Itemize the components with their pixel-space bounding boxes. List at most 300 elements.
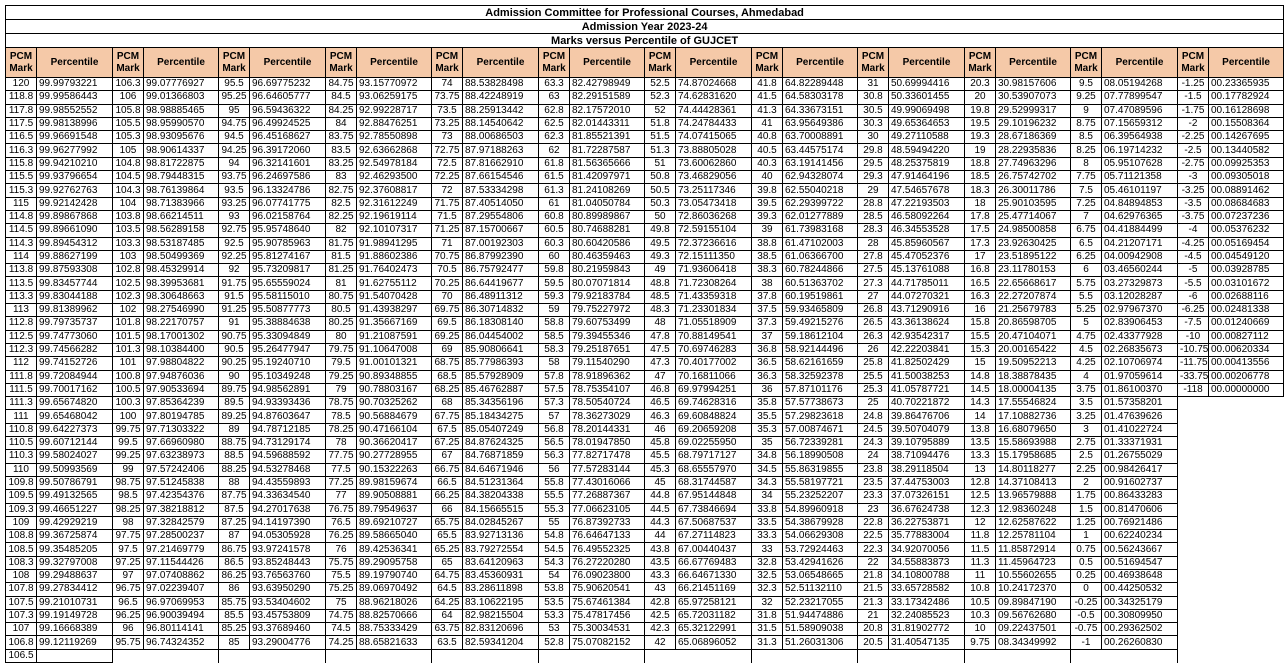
pcm-mark-cell: 40 [752, 171, 783, 184]
percentile-cell: 00.09305018 [1209, 171, 1284, 184]
pcm-mark-cell: 21.3 [858, 596, 889, 609]
pcm-mark-cell: 8.5 [1071, 131, 1102, 144]
pcm-mark-cell: 27.5 [858, 264, 889, 277]
percentile-cell: 00.03101672 [1209, 277, 1284, 290]
empty-cell [645, 649, 752, 662]
empty-cell [539, 649, 645, 662]
percentile-cell: 02.97967370 [1102, 304, 1178, 317]
percentile-cell: 87.15700667 [463, 224, 539, 237]
percentile-cell: 96.90039494 [144, 609, 219, 622]
percentile-cell: 57.57738673 [783, 397, 858, 410]
pcm-mark-cell: 57.8 [539, 370, 570, 383]
header-pcm-mark: PCM Mark [539, 48, 570, 78]
percentile-cell: 91.88602386 [357, 250, 432, 263]
percentile-cell: 60.51363702 [783, 277, 858, 290]
pcm-mark-cell: -11.75 [1178, 357, 1209, 370]
pcm-mark-cell: 41 [752, 117, 783, 130]
table-row [6, 357, 1284, 370]
percentile-cell: 73.88805028 [676, 144, 752, 157]
percentile-cell: 87.97188263 [463, 144, 539, 157]
pcm-mark-cell: 21 [858, 609, 889, 622]
pcm-mark-cell: 11 [965, 569, 996, 582]
percentile-cell: 87.53334298 [463, 184, 539, 197]
pcm-mark-cell: 7.75 [1071, 171, 1102, 184]
percentile-cell: 20.86598705 [996, 317, 1071, 330]
table-row [6, 636, 1284, 649]
pcm-mark-cell: 2.5 [1071, 450, 1102, 463]
pcm-mark-cell: 1 [1071, 530, 1102, 543]
pcm-mark-cell: 17.8 [965, 210, 996, 223]
percentile-cell: 81.04050784 [570, 197, 645, 210]
percentile-cell: 17.55546824 [996, 397, 1071, 410]
percentile-cell: 99.21010731 [37, 596, 113, 609]
percentile-cell: 98.50499369 [144, 250, 219, 263]
empty-cell [1178, 556, 1284, 569]
percentile-cell: 93.85248443 [250, 556, 326, 569]
pcm-mark-cell: 65.25 [432, 543, 463, 556]
pcm-mark-cell: 37.3 [752, 317, 783, 330]
percentile-cell: 20.47104071 [996, 330, 1071, 343]
percentile-cell: 95.73209817 [250, 264, 326, 277]
percentile-cell: 88.42248919 [463, 91, 539, 104]
percentile-cell: 59.93465809 [783, 304, 858, 317]
pcm-mark-cell: -5 [1178, 264, 1209, 277]
pcm-mark-cell: 1.25 [1071, 516, 1102, 529]
percentile-cell: 92.88476251 [357, 117, 432, 130]
percentile-cell: 92.54978184 [357, 157, 432, 170]
percentile-cell: 52.51132110 [783, 583, 858, 596]
table-row [6, 144, 1284, 157]
percentile-cell: 00.86433283 [1102, 490, 1178, 503]
percentile-cell [37, 649, 113, 662]
percentile-cell: 95.33094849 [250, 330, 326, 343]
pcm-mark-cell: 23 [858, 503, 889, 516]
percentile-cell: 96.49924525 [250, 117, 326, 130]
percentile-cell: 98.45329914 [144, 264, 219, 277]
percentile-cell: 93.45753809 [250, 609, 326, 622]
percentile-cell: 64.58303178 [783, 91, 858, 104]
percentile-cell: 75.67461384 [570, 596, 645, 609]
pcm-mark-cell: 117.8 [6, 104, 37, 117]
empty-cell [1178, 503, 1284, 516]
pcm-mark-cell: 0.25 [1071, 569, 1102, 582]
percentile-cell: 00.00413556 [1209, 357, 1284, 370]
percentile-cell: 97.11544426 [144, 556, 219, 569]
header-pcm-mark: PCM Mark [6, 48, 37, 78]
percentile-cell: 82.98215504 [463, 609, 539, 622]
percentile-cell: 00.00000000 [1209, 383, 1284, 396]
header-pcm-mark: PCM Mark [432, 48, 463, 78]
percentile-cell: 99.50786791 [37, 476, 113, 489]
pcm-mark-cell: 108 [6, 569, 37, 582]
percentile-cell: 47.91464196 [889, 171, 965, 184]
percentile-cell: 00.02481338 [1209, 304, 1284, 317]
table-row [6, 117, 1284, 130]
percentile-cell: 00.01240669 [1209, 317, 1284, 330]
percentile-cell: 95.50877773 [250, 304, 326, 317]
pcm-mark-cell: 34.8 [752, 450, 783, 463]
percentile-cell: 35.77883004 [889, 530, 965, 543]
percentile-cell: 34.55883873 [889, 556, 965, 569]
pcm-mark-cell: 82.5 [326, 197, 357, 210]
percentile-cell: 67.50687537 [676, 516, 752, 529]
pcm-mark-cell: 108.3 [6, 556, 37, 569]
pcm-mark-cell: 37.5 [752, 304, 783, 317]
percentile-cell: 88.14540642 [463, 117, 539, 130]
percentile-cell: 53.72924463 [783, 543, 858, 556]
pcm-mark-cell: 61.5 [539, 171, 570, 184]
percentile-cell: 97.66960980 [144, 437, 219, 450]
pcm-mark-cell: 70.75 [432, 250, 463, 263]
pcm-mark-cell: 68.75 [432, 357, 463, 370]
table-row [6, 304, 1284, 317]
percentile-cell: 78.36273029 [570, 410, 645, 423]
pcm-mark-cell: 99.5 [113, 437, 144, 450]
pcm-mark-cell: 99.75 [113, 423, 144, 436]
pcm-mark-cell: -6 [1178, 290, 1209, 303]
percentile-cell: 92.99228717 [357, 104, 432, 117]
percentile-cell: 00.23365935 [1209, 78, 1284, 91]
percentile-cell: 76.87392733 [570, 516, 645, 529]
percentile-cell: 99.60712144 [37, 437, 113, 450]
pcm-mark-cell: 76 [326, 543, 357, 556]
percentile-cell: 99.27834412 [37, 583, 113, 596]
pcm-mark-cell: 2 [1071, 476, 1102, 489]
pcm-mark-cell: 59 [539, 304, 570, 317]
pcm-mark-cell: 35.8 [752, 397, 783, 410]
percentile-cell: 00.13440582 [1209, 144, 1284, 157]
pcm-mark-cell: 11.5 [965, 543, 996, 556]
percentile-cell: 09.89847190 [996, 596, 1071, 609]
percentile-cell: 44.07270321 [889, 290, 965, 303]
table-row [6, 370, 1284, 383]
pcm-mark-cell: 23.3 [858, 490, 889, 503]
pcm-mark-cell: 6.5 [1071, 237, 1102, 250]
percentile-cell: 00.02688116 [1209, 290, 1284, 303]
pcm-mark-cell: 112.5 [6, 330, 37, 343]
percentile-cell: 98.93095676 [144, 131, 219, 144]
percentile-cell: 84.38204338 [463, 490, 539, 503]
pcm-mark-cell: 8.75 [1071, 117, 1102, 130]
percentile-cell: 10.55602655 [996, 569, 1071, 582]
pcm-mark-cell: 64.25 [432, 596, 463, 609]
pcm-mark-cell: 55.8 [539, 476, 570, 489]
pcm-mark-cell: 55.3 [539, 503, 570, 516]
percentile-cell: 99.89661090 [37, 224, 113, 237]
percentile-cell: 65.97258121 [676, 596, 752, 609]
pcm-mark-cell: 87 [219, 530, 250, 543]
percentile-cell: 77.26887367 [570, 490, 645, 503]
percentile-cell: 93.15770972 [357, 78, 432, 91]
pcm-mark-cell: 64.75 [432, 569, 463, 582]
pcm-mark-cell: 37.8 [752, 290, 783, 303]
pcm-mark-cell: 21.8 [858, 569, 889, 582]
pcm-mark-cell: 106.3 [113, 78, 144, 91]
percentile-cell: 98.22170757 [144, 317, 219, 330]
pcm-mark-cell: 54.3 [539, 556, 570, 569]
percentile-cell: 99.92762763 [37, 184, 113, 197]
pcm-mark-cell: 79.25 [326, 370, 357, 383]
percentile-cell: 57.00874671 [783, 423, 858, 436]
percentile-cell: 79.25187651 [570, 343, 645, 356]
pcm-mark-cell: 81.25 [326, 264, 357, 277]
table-row [6, 131, 1284, 144]
percentile-cell: 91.35667169 [357, 317, 432, 330]
percentile-cell: 23.51895122 [996, 250, 1071, 263]
percentile-cell: 30.98157606 [996, 78, 1071, 91]
percentile-cell: 00.81470606 [1102, 503, 1178, 516]
empty-cell [858, 649, 965, 662]
percentile-cell: 73.05473418 [676, 197, 752, 210]
percentile-cell: 99.74152726 [37, 357, 113, 370]
percentile-cell: 18.38878435 [996, 370, 1071, 383]
percentile-cell: 55.23252207 [783, 490, 858, 503]
percentile-cell: 97.98804822 [144, 357, 219, 370]
pcm-mark-cell: 23.5 [858, 476, 889, 489]
percentile-cell: 89.29095758 [357, 556, 432, 569]
percentile-cell: 72.86036268 [676, 210, 752, 223]
pcm-mark-cell: 6.25 [1071, 250, 1102, 263]
pcm-mark-cell: 103.8 [113, 210, 144, 223]
header-percentile: Percentile [889, 48, 965, 78]
percentile-cell: 97.02239407 [144, 583, 219, 596]
pcm-mark-cell: 76.75 [326, 503, 357, 516]
percentile-cell: 85.57928909 [463, 370, 539, 383]
percentile-cell: 37.44753003 [889, 476, 965, 489]
pcm-mark-cell: 72.25 [432, 171, 463, 184]
percentile-cell: 38.29118504 [889, 463, 965, 476]
percentile-cell: 85.77986393 [463, 357, 539, 370]
pcm-mark-cell: 114 [6, 250, 37, 263]
pcm-mark-cell: 6 [1071, 264, 1102, 277]
percentile-cell: 95.65559024 [250, 277, 326, 290]
pcm-mark-cell: -0.75 [1071, 623, 1102, 636]
percentile-cell: 25.90103595 [996, 197, 1071, 210]
pcm-mark-cell: 80.5 [326, 304, 357, 317]
pcm-mark-cell: 83 [326, 171, 357, 184]
pcm-mark-cell: 74.25 [326, 636, 357, 649]
pcm-mark-cell: 28 [858, 237, 889, 250]
percentile-cell: 98.10384400 [144, 343, 219, 356]
pcm-mark-cell: 89.75 [219, 383, 250, 396]
pcm-mark-cell: 17 [965, 250, 996, 263]
pcm-mark-cell: 49.8 [645, 224, 676, 237]
pcm-mark-cell: 115.5 [6, 171, 37, 184]
pcm-mark-cell: 112 [6, 357, 37, 370]
pcm-mark-cell: 9 [1071, 104, 1102, 117]
percentile-cell: 80.60420586 [570, 237, 645, 250]
header-percentile: Percentile [37, 48, 113, 78]
percentile-cell: 42.93542317 [889, 330, 965, 343]
pcm-mark-cell: 44.8 [645, 490, 676, 503]
empty-cell [965, 649, 1071, 662]
pcm-mark-cell: 70.25 [432, 277, 463, 290]
percentile-cell: 84.64671946 [463, 463, 539, 476]
table-row [6, 463, 1284, 476]
pcm-mark-cell: 18 [965, 197, 996, 210]
percentile-cell: 43.36138624 [889, 317, 965, 330]
percentile-cell: 71.93606418 [676, 264, 752, 277]
percentile-cell: 98.81722875 [144, 157, 219, 170]
pcm-mark-cell: 55 [539, 516, 570, 529]
percentile-cell: 99.83457744 [37, 277, 113, 290]
percentile-cell: 56.72339281 [783, 437, 858, 450]
percentile-cell: 82.29151589 [570, 91, 645, 104]
pcm-mark-cell: 4.75 [1071, 330, 1102, 343]
pcm-mark-cell: 74 [432, 78, 463, 91]
pcm-mark-cell: 62.3 [539, 131, 570, 144]
header-percentile: Percentile [357, 48, 432, 78]
percentile-cell: 36.67624738 [889, 503, 965, 516]
percentile-cell: 77.57283144 [570, 463, 645, 476]
pcm-mark-cell: 38.3 [752, 264, 783, 277]
pcm-mark-cell: 11.8 [965, 530, 996, 543]
percentile-cell: 98.90614337 [144, 144, 219, 157]
pcm-mark-cell: 30.8 [858, 91, 889, 104]
pcm-mark-cell: 91.25 [219, 304, 250, 317]
pcm-mark-cell: 98.5 [113, 490, 144, 503]
percentile-cell: 91.62755112 [357, 277, 432, 290]
pcm-mark-cell: 67.25 [432, 437, 463, 450]
table-row [6, 569, 1284, 582]
percentile-cell: 50.69994416 [889, 78, 965, 91]
pcm-mark-cell: 68.5 [432, 370, 463, 383]
percentile-cell: 00.91602737 [1102, 476, 1178, 489]
percentile-cell: 78.50540724 [570, 397, 645, 410]
percentile-cell: 94.87603647 [250, 410, 326, 423]
percentile-cell: 86.18308140 [463, 317, 539, 330]
pcm-mark-cell: 77.75 [326, 450, 357, 463]
percentile-cell: 70.16811066 [676, 370, 752, 383]
percentile-cell: 82.01443311 [570, 117, 645, 130]
pcm-mark-cell: 75 [326, 596, 357, 609]
percentile-cell: 49.27110588 [889, 131, 965, 144]
pcm-mark-cell: 110.3 [6, 450, 37, 463]
pcm-mark-cell: 77.5 [326, 463, 357, 476]
percentile-cell: 98.71383966 [144, 197, 219, 210]
pcm-mark-cell: 53.3 [539, 609, 570, 622]
pcm-mark-cell: 20 [965, 91, 996, 104]
pcm-mark-cell: 52.5 [645, 78, 676, 91]
percentile-cell: 46.34553528 [889, 224, 965, 237]
percentile-cell: 59.49215276 [783, 317, 858, 330]
percentile-cell: 99.83044188 [37, 290, 113, 303]
percentile-cell: 93.76563760 [250, 569, 326, 582]
pcm-mark-cell: 11.3 [965, 556, 996, 569]
percentile-cell: 99.58024027 [37, 450, 113, 463]
percentile-cell: 99.74566282 [37, 343, 113, 356]
pcm-mark-cell: -1 [1071, 636, 1102, 649]
pcm-mark-cell: 31.8 [752, 609, 783, 622]
table-subtitle: Marks versus Percentile of GUJCET [6, 34, 1284, 48]
table-row [6, 157, 1284, 170]
empty-cell [1178, 423, 1284, 436]
percentile-cell: 52.23217055 [783, 596, 858, 609]
pcm-mark-cell: 86.25 [219, 569, 250, 582]
pcm-mark-cell: 24.3 [858, 437, 889, 450]
pcm-mark-cell: 0 [1071, 583, 1102, 596]
pcm-mark-cell: 46.3 [645, 410, 676, 423]
pcm-mark-cell: 73.75 [432, 91, 463, 104]
pcm-mark-cell: 49.3 [645, 250, 676, 263]
percentile-cell: 31.40547135 [889, 636, 965, 649]
percentile-cell: 80.46359463 [570, 250, 645, 263]
percentile-cell: 87.81662910 [463, 157, 539, 170]
pcm-mark-cell: 10.8 [965, 583, 996, 596]
marks-percentile-table [5, 5, 1284, 663]
pcm-mark-cell: 46.5 [645, 397, 676, 410]
pcm-mark-cell: 90 [219, 370, 250, 383]
pcm-mark-cell: 111.5 [6, 383, 37, 396]
percentile-cell: 98.76139864 [144, 184, 219, 197]
pcm-mark-cell: 13 [965, 463, 996, 476]
pcm-mark-cell: 5 [1071, 317, 1102, 330]
pcm-mark-cell: 103 [113, 250, 144, 263]
percentile-cell: 92.10107317 [357, 224, 432, 237]
pcm-mark-cell: 60.5 [539, 224, 570, 237]
percentile-cell: 83.92713136 [463, 530, 539, 543]
pcm-mark-cell: 111.8 [6, 370, 37, 383]
pcm-mark-cell: 41.3 [752, 104, 783, 117]
pcm-mark-cell: 20.8 [858, 623, 889, 636]
pcm-mark-cell: 73 [432, 131, 463, 144]
pcm-mark-cell: 90.5 [219, 343, 250, 356]
percentile-cell: 88.53828498 [463, 78, 539, 91]
percentile-cell: 82.83120696 [463, 623, 539, 636]
pcm-mark-cell: 7.5 [1071, 184, 1102, 197]
percentile-cell: 94.05305928 [250, 530, 326, 543]
table-row [6, 503, 1284, 516]
empty-cell [1178, 476, 1284, 489]
pcm-mark-cell: 63.3 [539, 78, 570, 91]
pcm-mark-cell: 71.25 [432, 224, 463, 237]
admission-year-title: Admission Year 2023-24 [6, 20, 1284, 34]
pcm-mark-cell: 54.5 [539, 543, 570, 556]
pcm-mark-cell: 80 [326, 330, 357, 343]
pcm-mark-cell: 18.5 [965, 171, 996, 184]
pcm-mark-cell: 102 [113, 304, 144, 317]
percentile-cell: 00.00206778 [1209, 370, 1284, 383]
percentile-cell: 00.30809950 [1102, 609, 1178, 622]
pcm-mark-cell: 72.5 [432, 157, 463, 170]
percentile-cell: 95.38884638 [250, 317, 326, 330]
percentile-cell: 88.75333429 [357, 623, 432, 636]
percentile-cell: 57.29823618 [783, 410, 858, 423]
pcm-mark-cell: 25.8 [858, 357, 889, 370]
percentile-cell: 97.90533694 [144, 383, 219, 396]
percentile-cell: 54.06629308 [783, 530, 858, 543]
pcm-mark-cell: 107.8 [6, 583, 37, 596]
percentile-cell: 75.30034531 [570, 623, 645, 636]
percentile-cell: 65.06896052 [676, 636, 752, 649]
percentile-cell: 00.29362502 [1102, 623, 1178, 636]
percentile-cell: 39.86476706 [889, 410, 965, 423]
percentile-cell: 37.07326151 [889, 490, 965, 503]
percentile-cell: 54.89960918 [783, 503, 858, 516]
percentile-cell: 04.84894853 [1102, 197, 1178, 210]
column-header-row [6, 48, 1284, 78]
percentile-cell: 65.32122991 [676, 623, 752, 636]
percentile-cell: 85.34356196 [463, 397, 539, 410]
percentile-cell: 33.65728582 [889, 583, 965, 596]
percentile-cell: 03.27329873 [1102, 277, 1178, 290]
pcm-mark-cell: 58.8 [539, 317, 570, 330]
percentile-cell: 63.70008891 [783, 131, 858, 144]
percentile-cell: 17.10882736 [996, 410, 1071, 423]
pcm-mark-cell: 41.8 [752, 78, 783, 91]
pcm-mark-cell: 51 [645, 157, 676, 170]
pcm-mark-cell: 107 [6, 623, 37, 636]
